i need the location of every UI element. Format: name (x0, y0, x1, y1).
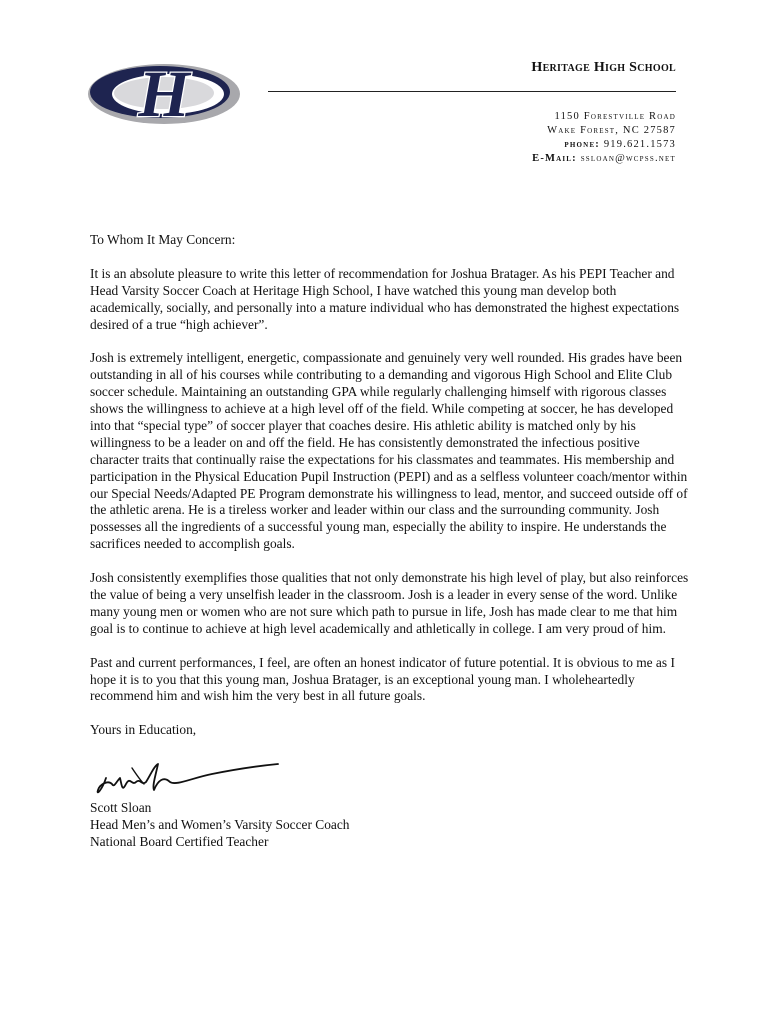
letter-body (90, 232, 690, 851)
closing: Yours in Education, (90, 722, 197, 738)
handwritten-signature (92, 756, 282, 800)
email-line (440, 152, 676, 166)
email-label: E-Mail: (532, 153, 577, 164)
signer-certification: National Board Certified Teacher (90, 833, 269, 849)
city-state-zip: Wake Forest, NC 27587 (547, 125, 676, 136)
paragraph-recommendation: Past and current performances, I feel, are often an honest indicator of future potential. It is obvious to me as I hope it is to you that this young man, Joshua Bratager, is an exceptional young man. I wholeheartedly recommend him and wish him the very best in all future goals. (90, 654, 675, 704)
street-address: 1150 Forestville Road (554, 111, 676, 122)
paragraph-intro: It is an absolute pleasure to write this letter of recommendation for Joshua Bratager. As his PEPI Teacher and Head Varsity Soccer Coach at Heritage High School, I have watched this young man develop both academically, socially, and personally into a mature individual who has demonstrated the highest expectations desired of a true “high achiever”. (90, 265, 680, 332)
phone-label: phone: (564, 139, 601, 150)
email-address: ssloan@wcpss.net (580, 153, 676, 164)
phone-number: 919.621.1573 (603, 139, 676, 150)
school-address (440, 110, 676, 166)
paragraph-leadership: Josh consistently exemplifies those qualities that not only demonstrate his high level of play, but also reinforces the value of being a very unselfish leader in the classroom. Josh is a leader in every sense of the word. Unlike many young men or women who are not sure which path to pursue in life, Josh has made clear to me that him goal is to continue to achieve at high level academically and athletically in college. I am very proud of him. (90, 570, 689, 636)
phone-line (440, 138, 676, 152)
signer-title: Head Men’s and Women’s Varsity Soccer Coach (90, 816, 350, 832)
logo-letter: H (138, 58, 190, 130)
school-logo (84, 58, 244, 130)
school-name: Heritage High School (531, 60, 676, 75)
salutation: To Whom It May Concern: (90, 232, 236, 247)
signer-name: Scott Sloan (90, 800, 152, 815)
header-divider (268, 91, 676, 92)
paragraph-character: Josh is extremely intelligent, energetic, compassionate and genuinely very well rounded. His grades have been outstanding in all of his courses while contributing to a demanding and vigorous High School and Elite Club soccer schedule. Maintaining an outstanding GPA while regularly challenging himself with rigorous classes shows the willingness to achieve at a high level off of the field. While competing at soccer, he has developed into that “special type” of soccer player that coaches desire. His athletic ability is matched only by his willingness to be a leader on and off the field. He has consistently demonstrated the infectious positive character traits that continually raise the expectations for his classmates and teammates. His membership and participation in the Physical Education Pupil Instruction (PEPI) and as a selfless volunteer coach/mentor within our Special Needs/Adapted PE Program demonstrate his willingness to lead, mentor, and succeed outside off of the athletic arena. He is a tireless worker and leader within our class and the surrounding community. Josh possesses all the ingredients of a successful young man, especially the ability to inspire. He understands the sacrifices needed to accomplish goals. (90, 350, 688, 552)
